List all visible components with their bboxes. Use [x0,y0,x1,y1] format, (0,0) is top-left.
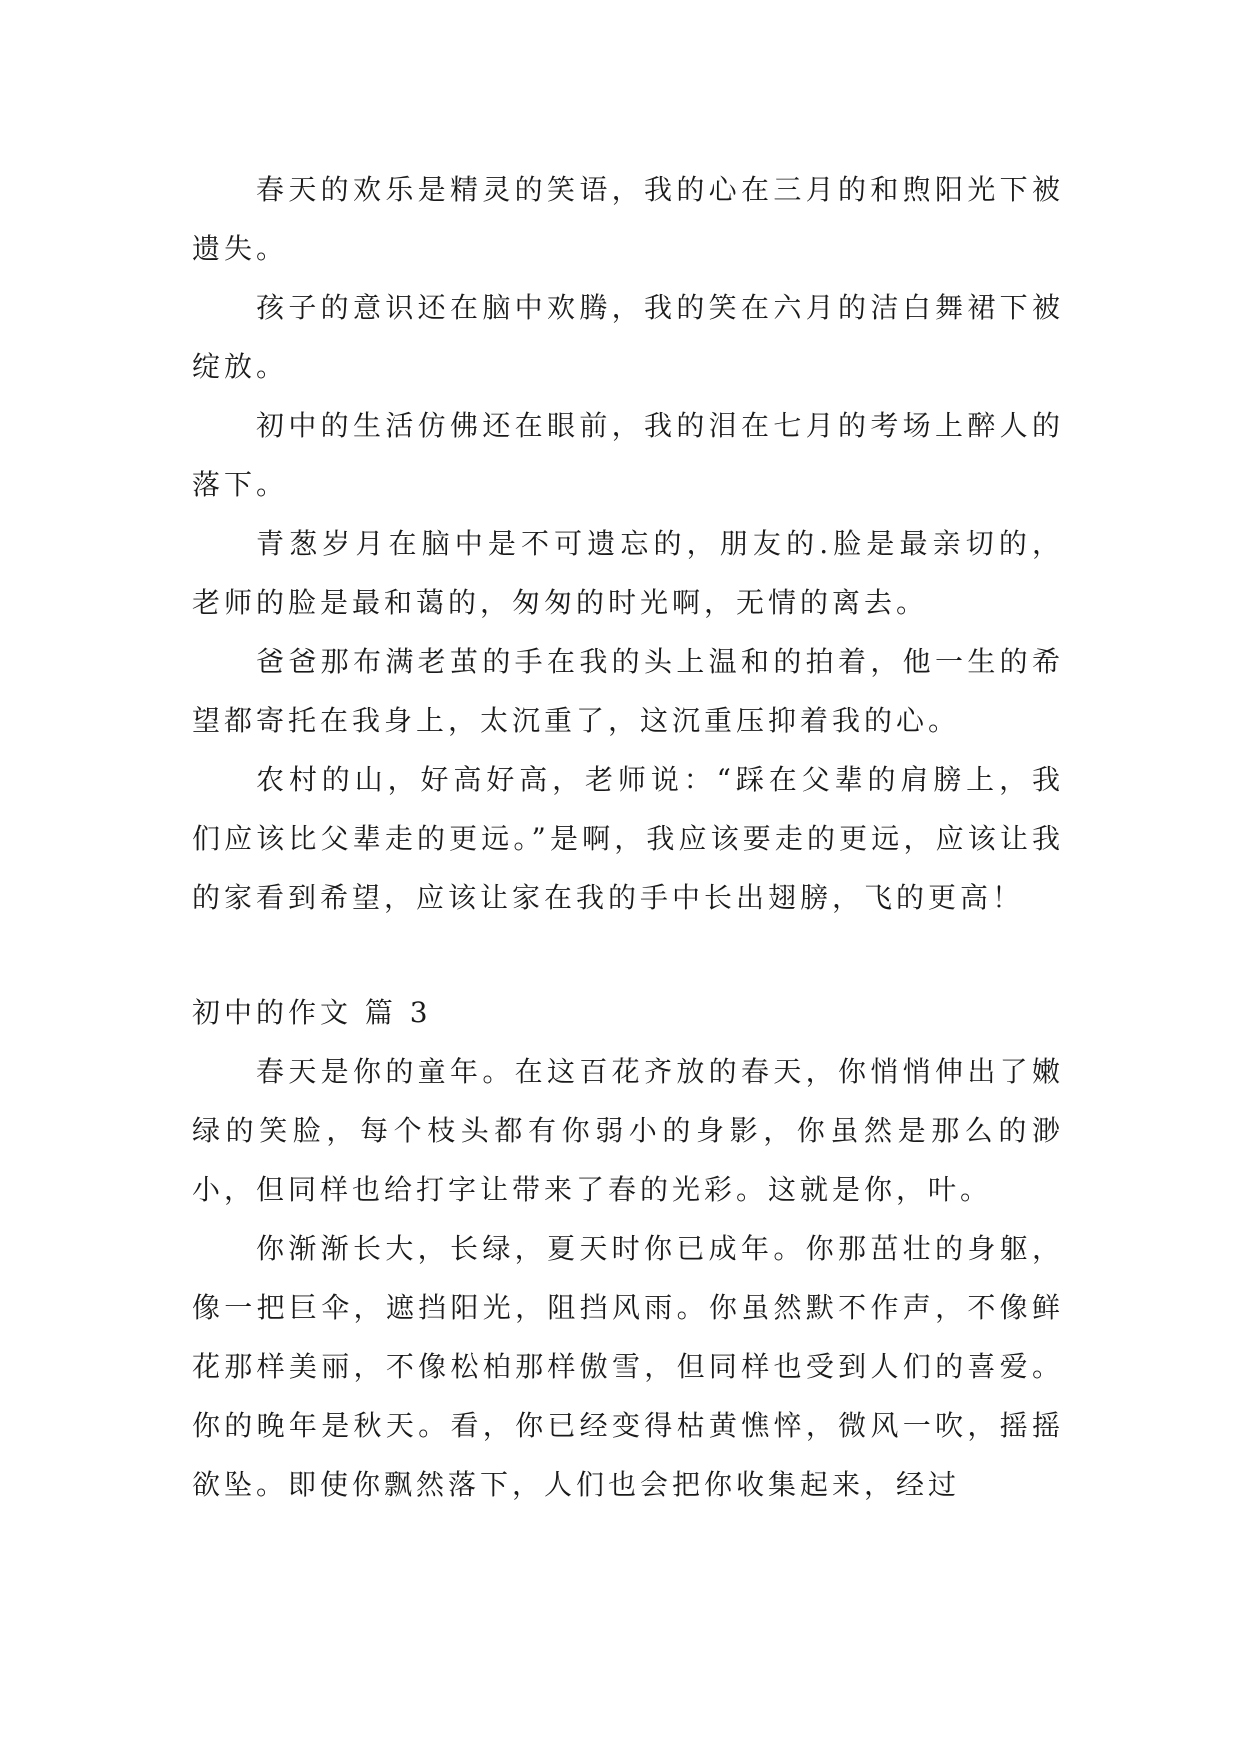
section-heading: 初中的作文 篇 3 [192,996,432,1029]
essay-body [192,160,1064,1514]
paragraph: 初中的生活仿佛还在眼前，我的泪在七月的考场上醉人的落下。 [192,409,1064,501]
paragraph: 春天是你的童年。在这百花齐放的春天，你悄悄伸出了嫩绿的笑脸，每个枝头都有你弱小的身影，你虽然是那么的渺小，但同样也给打字让带来了春的光彩。这就是你，叶。 [192,1055,1064,1206]
paragraph: 青葱岁月在脑中是不可遗忘的，朋友的.脸是最亲切的，老师的脸是最和蔼的，匆匆的时光啊，无情的离去。 [192,527,1064,619]
paragraph: 春天的欢乐是精灵的笑语，我的心在三月的和煦阳光下被遗失。 [192,173,1064,265]
paragraph: 孩子的意识还在脑中欢腾，我的笑在六月的洁白舞裙下被绽放。 [192,291,1064,383]
paragraph: 你渐渐长大，长绿，夏天时你已成年。你那茁壮的身躯，像一把巨伞，遮挡阳光，阻挡风雨。你虽然默不作声，不像鲜花那样美丽，不像松柏那样傲雪，但同样也受到人们的喜爱。你的晚年是秋天。看，你已经变得枯黄憔悴，微风一吹，摇摇欲坠。即使你飘然落下，人们也会把你收集起来，经过 [192,1232,1064,1501]
paragraph: 农村的山，好高好高，老师说：“踩在父辈的肩膀上，我们应该比父辈走的更远。”是啊，我应该要走的更远，应该让我的家看到希望，应该让家在我的手中长出翅膀，飞的更高！ [192,763,1064,914]
paragraph: 爸爸那布满老茧的手在我的头上温和的拍着，他一生的希望都寄托在我身上，太沉重了，这沉重压抑着我的心。 [192,645,1064,737]
